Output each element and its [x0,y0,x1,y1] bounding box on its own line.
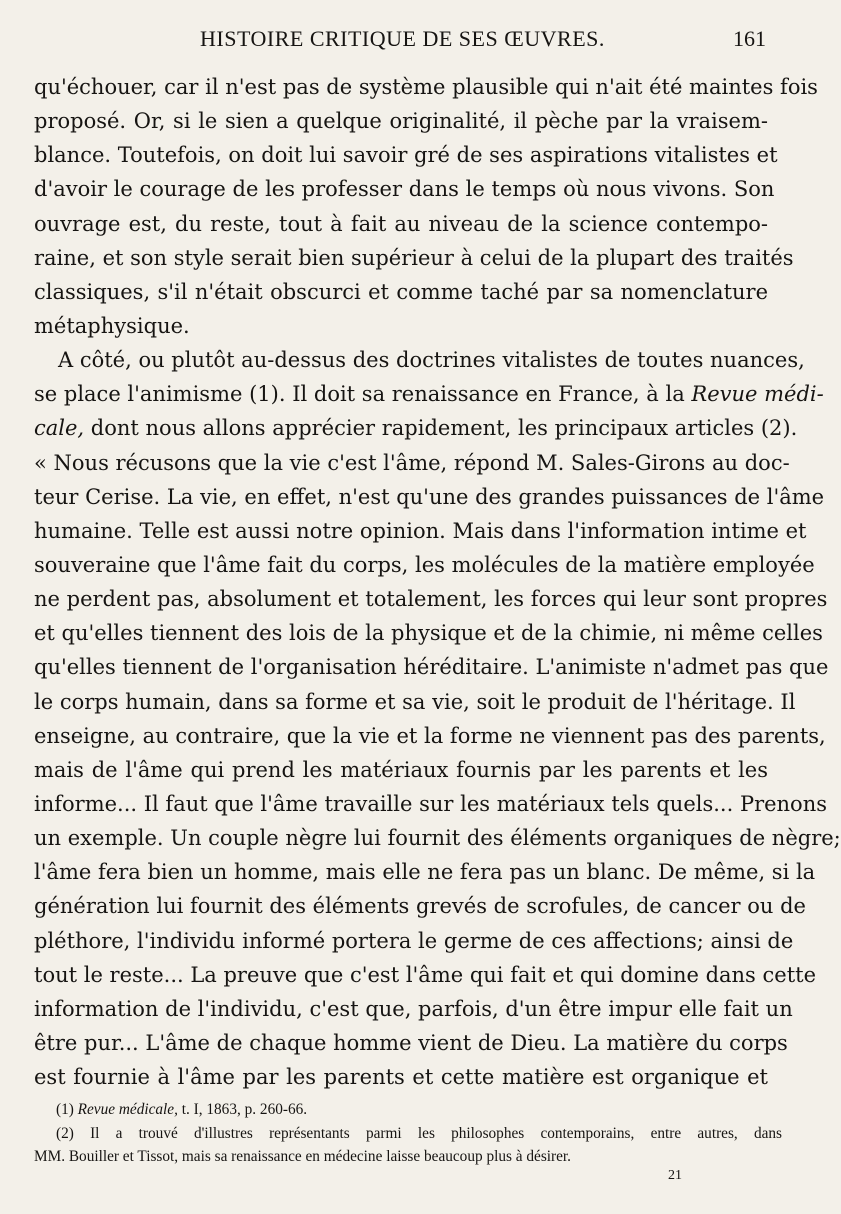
page-number: 161 [733,26,766,51]
running-head [100,26,768,60]
text-line: le corps humain, dans sa forme et sa vie, soit le produit de l'héritage. Il [34,689,796,714]
text-line: blance. Toutefois, on doit lui savoir gré de ses aspirations vitalistes et [34,143,778,168]
text-line: ouvrage est, du reste, tout à fait au niveau de la science contempo- [34,211,768,236]
line-segment: dont nous allons apprécier rapidement, les principaux articles (2). [90,416,798,441]
footnote-2-line-1: (2) Il a trouvé d'illustres représentants parmi les philosophes contemporains, entre autres, dans [56,1124,782,1142]
running-title: HISTOIRE CRITIQUE DE SES ŒUVRES. [200,26,605,51]
text-line: pléthore, l'individu informé portera le germe de ces affections; ainsi de [34,928,794,953]
text-line: proposé. Or, si le sien a quelque originalité, il pèche par la vraisem- [34,109,768,134]
line-segment: se place l'animisme (1). Il doit sa renaissance en France, à la [34,382,685,407]
text-line: tout le reste... La preuve que c'est l'âme qui fait et qui domine dans cette [34,962,817,987]
text-line: A côté, ou plutôt au-dessus des doctrines vitalistes de toutes nuances, [58,348,805,373]
signature-mark: 21 [668,1168,682,1183]
text-line: et qu'elles tiennent des lois de la physique et de la chimie, ni même celles [34,621,823,646]
text-line: être pur... L'âme de chaque homme vient de Dieu. La matière du corps [34,1030,788,1055]
text-line: teur Cerise. La vie, en effet, n'est qu'une des grandes puissances de l'âme [34,484,825,509]
text-line: mais de l'âme qui prend les matériaux fournis par les parents et les [34,757,768,782]
text-line: d'avoir le courage de les professer dans le temps où nous vivons. Son [34,177,775,202]
text-line: raine, et son style serait bien supérieur à celui de la plupart des traités [34,245,794,270]
text-line [34,377,824,411]
text-line: ne perdent pas, absolument et totalement, les forces qui leur sont propres [34,587,828,612]
text-line: information de l'individu, c'est que, parfois, d'un être impur elle fait un [34,996,793,1021]
footnotes [34,1098,782,1169]
footnote-2-line-2: MM. Bouiller et Tissot, mais sa renaissance en médecine laisse beaucoup plus à désirer. [34,1148,571,1165]
text-line: « Nous récusons que la vie c'est l'âme, répond M. Sales-Girons au doc- [34,450,790,475]
text-line: humaine. Telle est aussi notre opinion. Mais dans l'information intime et [34,518,807,543]
footnote-journal-title: Revue médicale, [77,1101,178,1118]
footnote-marker: (1) [56,1101,74,1118]
text-line: qu'échouer, car il n'est pas de système plausible qui n'ait été maintes fois [34,75,818,99]
text-line: enseigne, au contraire, que la vie et la forme ne viennent pas des parents, [34,723,826,748]
body-text [34,70,841,1094]
text-line [34,411,798,445]
text-line: classiques, s'il n'était obscurci et comme taché par sa nomenclature [34,279,768,304]
text-line: souveraine que l'âme fait du corps, les molécules de la matière employée [34,552,815,577]
journal-title-end: cale, [34,416,85,441]
footnote-citation: t. I, 1863, p. 260-66. [181,1101,308,1118]
text-line: l'âme fera bien un homme, mais elle ne fera pas un blanc. De même, si la [34,860,816,885]
journal-title: Revue médi- [691,382,824,407]
footnote-1 [34,1098,782,1122]
text-line: qu'elles tiennent de l'organisation héréditaire. L'animiste n'admet pas que [34,655,829,680]
text-line: est fournie à l'âme par les parents et cette matière est organique et [34,1065,768,1090]
text-line: informe... Il faut que l'âme travaille sur les matériaux tels quels... Prenons [34,791,828,816]
text-line: un exemple. Un couple nègre lui fournit des éléments organiques de nègre; [34,826,841,851]
text-line: génération lui fournit des éléments grevés de scrofules, de cancer ou de [34,894,806,919]
text-line: métaphysique. [34,313,190,338]
